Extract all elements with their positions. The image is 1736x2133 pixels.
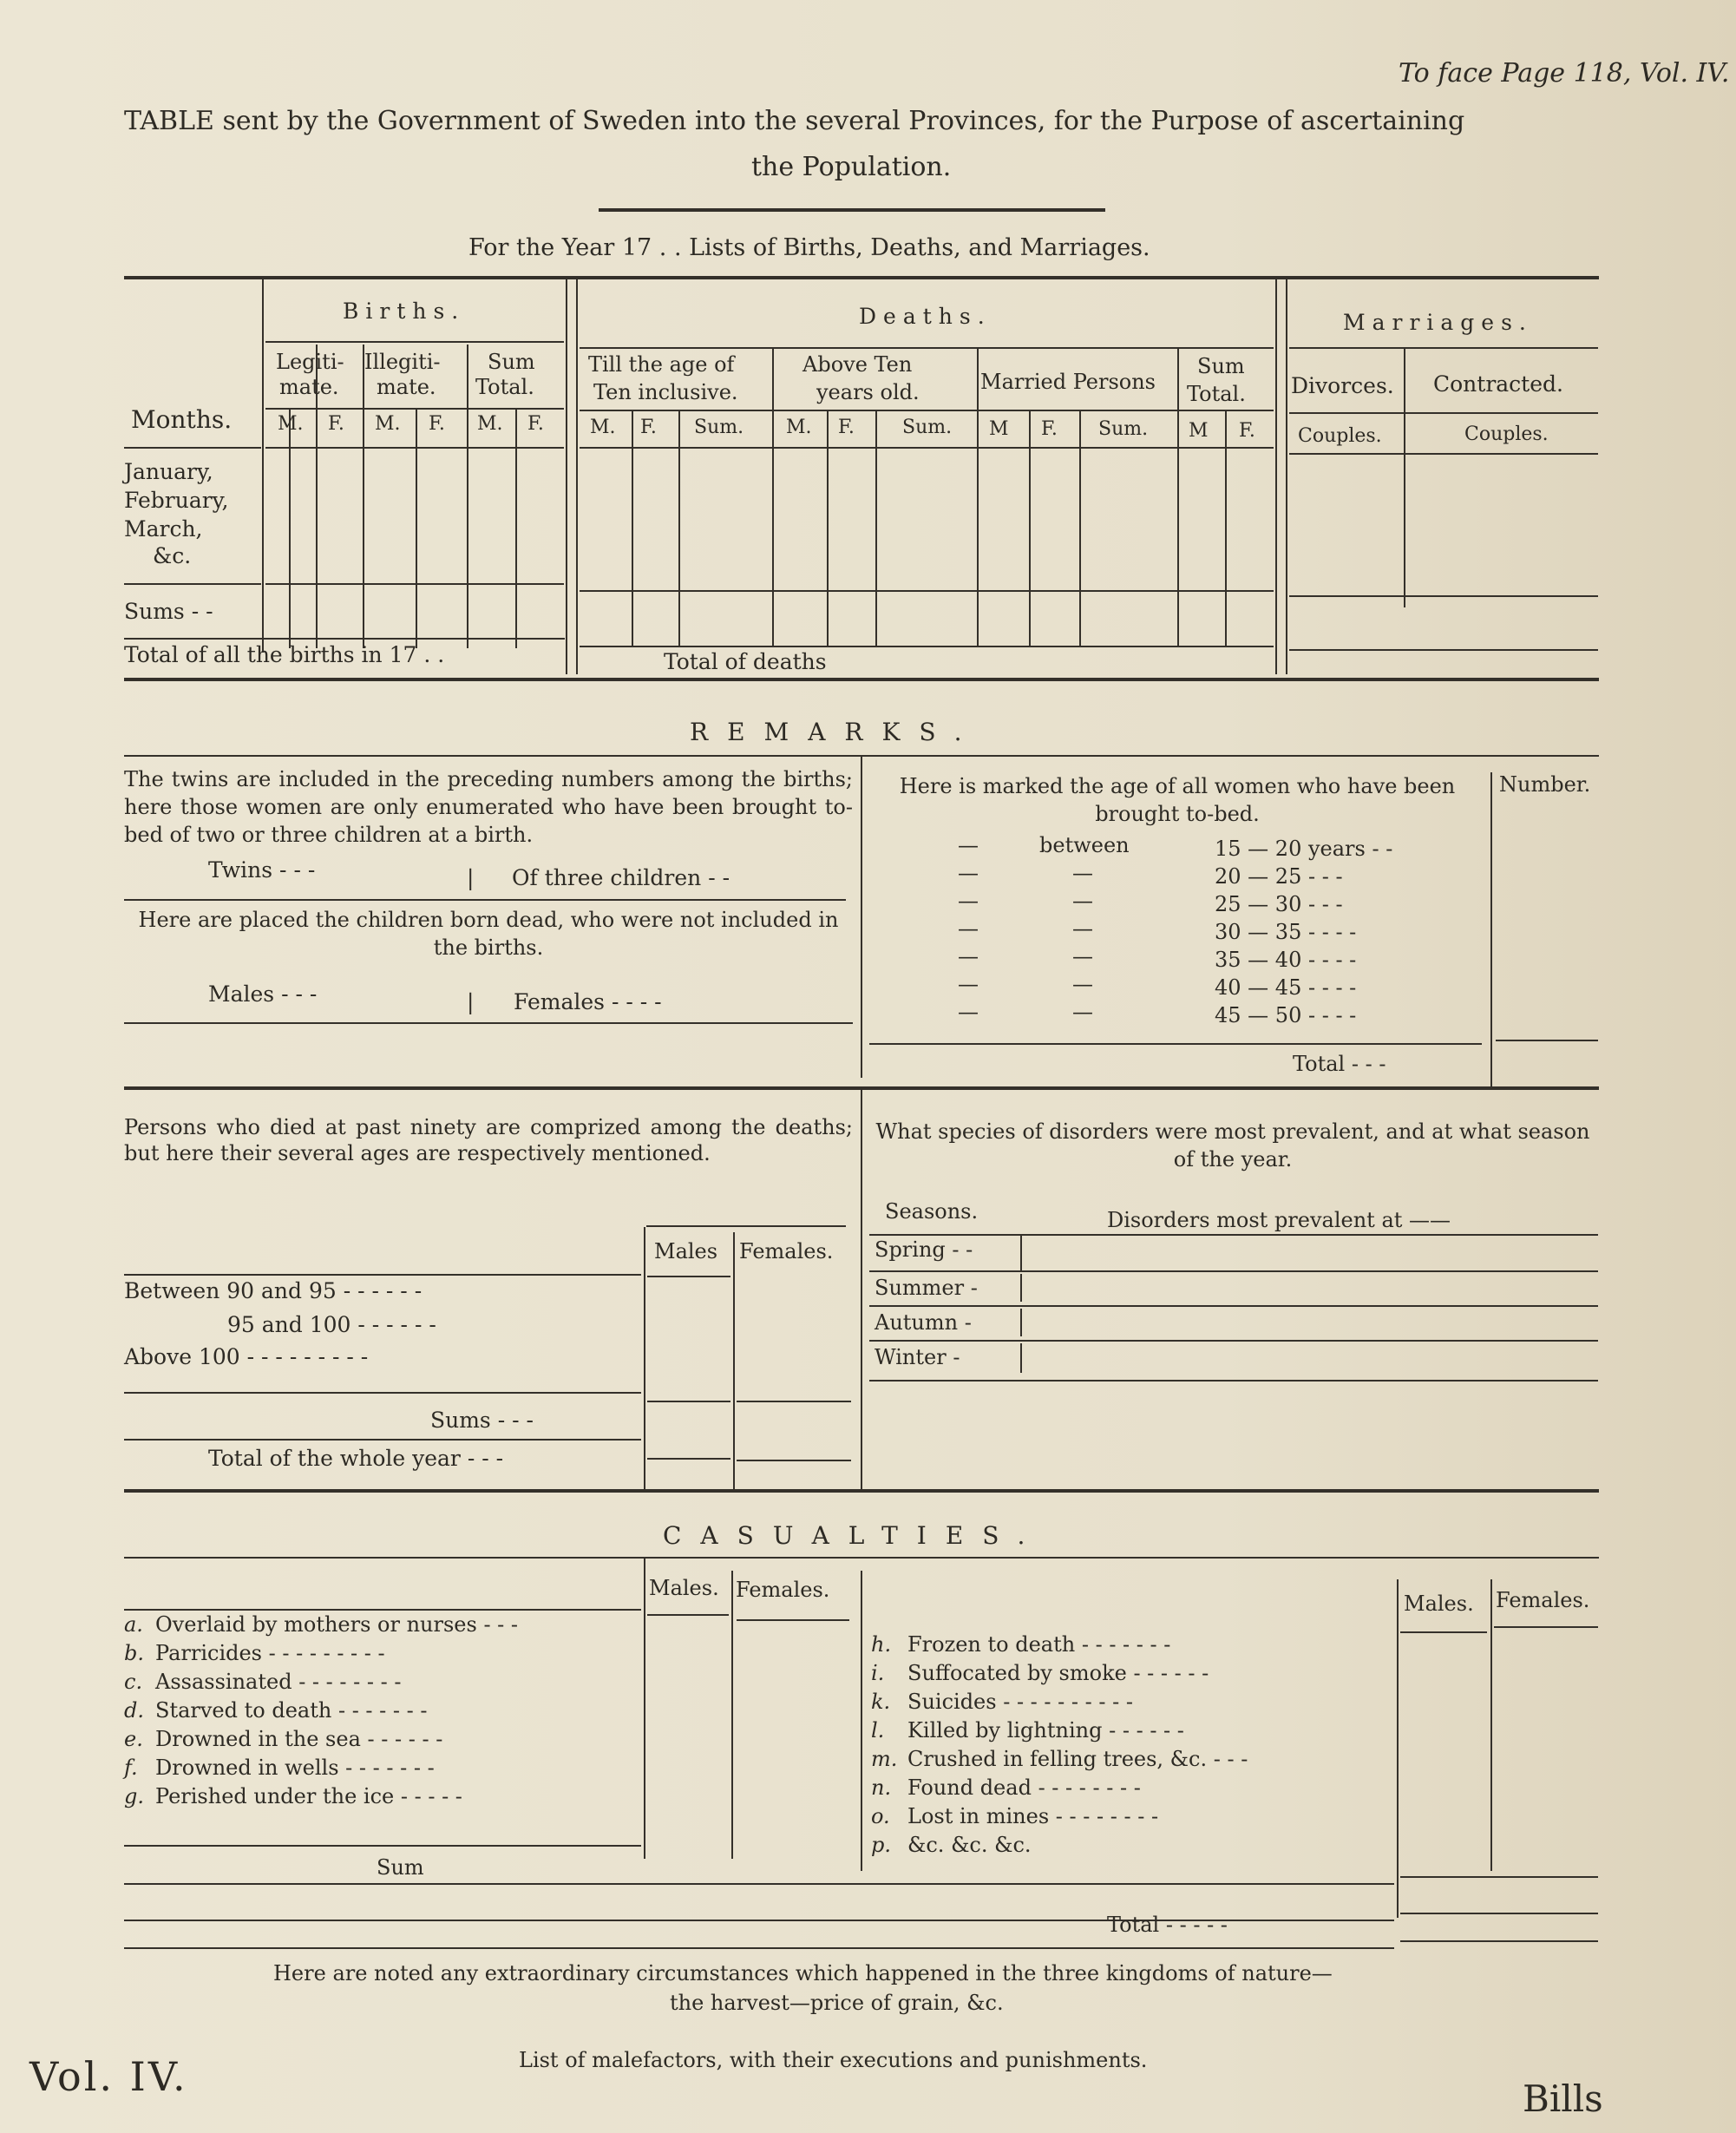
seasons-header: Seasons.	[885, 1199, 979, 1224]
ninety-females-header: Females.	[739, 1239, 834, 1263]
col-female: F.	[527, 413, 544, 435]
volume-mark: Vol. IV.	[29, 2053, 188, 2100]
casualty-letter: o.	[871, 1804, 890, 1828]
marriages-heading: Marriages.	[1343, 310, 1533, 335]
ninety-males-header: Males	[654, 1239, 718, 1263]
ages-total: Total - - -	[1293, 1052, 1386, 1076]
casualty-letter: b.	[124, 1641, 144, 1665]
year-subtitle: For the Year 17 . . Lists of Births, Deaths, and Marriages.	[468, 234, 1150, 261]
stillborn-females: Females - - - -	[514, 989, 662, 1014]
month-item: March,	[124, 516, 203, 541]
malefactors-note: List of malefactors, with their executions and punishments.	[519, 2048, 1148, 2072]
casualty-item: Perished under the ice - - - - -	[155, 1784, 462, 1808]
casualty-item: Killed by lightning - - - - - -	[907, 1718, 1184, 1742]
col-sum: Sum.	[902, 417, 953, 438]
mother-ages-note: Here is marked the age of all women who have been brought to-bed.	[899, 774, 1456, 826]
season-row: Autumn -	[875, 1310, 972, 1335]
casualty-letter: g.	[124, 1784, 144, 1808]
col-female: F.	[1239, 420, 1255, 442]
age-row: Between 90 and 95 - - - - - -	[124, 1278, 423, 1303]
casualties-sum: Sum	[377, 1855, 424, 1880]
ninety-total: Total of the whole year - - -	[208, 1446, 504, 1471]
twins-label: Twins - - -	[208, 857, 316, 883]
casualties-heading: CASUALTIES.	[663, 1521, 1045, 1550]
casualty-item: Assassinated - - - - - - - -	[155, 1670, 402, 1694]
casualty-item: Suffocated by smoke - - - - - -	[907, 1661, 1209, 1685]
casualty-letter: e.	[124, 1727, 143, 1751]
deaths-sum-header: Sum	[1197, 354, 1245, 378]
month-item: January,	[124, 459, 213, 484]
stillborn-males: Males - - -	[208, 981, 318, 1007]
sums-label: Sums - -	[124, 599, 213, 624]
extraordinary-note-continued: the harvest—price of grain, &c.	[670, 1991, 1004, 2015]
table-top-rule	[124, 276, 1599, 279]
col-male: M	[1189, 420, 1209, 442]
disorders-header: Disorders most prevalent at ——	[1107, 1208, 1451, 1232]
casualties-females-right: Females.	[1496, 1588, 1590, 1612]
casualty-item: &c. &c. &c.	[907, 1833, 1032, 1857]
col-female: F.	[328, 413, 344, 435]
col-male: M.	[786, 417, 812, 438]
age-range: 35 — 40 - - - -	[1215, 948, 1357, 972]
casualty-letter: i.	[871, 1661, 885, 1685]
casualty-letter: m.	[871, 1747, 898, 1771]
remarks-heading: REMARKS.	[690, 718, 981, 746]
casualties-males-right: Males.	[1404, 1592, 1474, 1616]
casualty-letter: l.	[871, 1718, 885, 1742]
col-sum: Sum.	[1098, 418, 1149, 440]
casualty-letter: c.	[124, 1670, 143, 1694]
col-male: M.	[590, 417, 616, 438]
age-range: 45 — 50 - - - -	[1215, 1003, 1357, 1027]
casualties-total: Total - - - - -	[1107, 1913, 1228, 1937]
deaths-child-header: Ten inclusive.	[593, 380, 738, 404]
deaths-total: Total of deaths	[664, 649, 827, 674]
casualties-males-left: Males.	[649, 1576, 719, 1600]
col-male: M.	[477, 413, 503, 435]
legitimate-header: mate.	[279, 375, 339, 399]
illegitimate-header: mate.	[377, 375, 436, 399]
document-title: TABLE sent by the Government of Sweden into the several Provinces, for the Purpose of ascertaining	[124, 106, 1465, 136]
months-label: Months.	[131, 405, 233, 434]
casualties-females-left: Females.	[736, 1578, 830, 1602]
contracted-header: Contracted.	[1433, 371, 1563, 397]
age-row: 95 and 100 - - - - - -	[227, 1312, 436, 1337]
illegitimate-header: Illegiti-	[364, 350, 441, 374]
age-row: Above 100 - - - - - - - - -	[124, 1344, 369, 1369]
age-range: 40 — 45 - - - -	[1215, 975, 1357, 1000]
table-bottom-rule	[124, 678, 1599, 681]
three-children-label: Of three children - -	[512, 865, 730, 890]
col-male: M	[989, 418, 1009, 440]
deaths-adult-header: Above Ten	[802, 352, 913, 377]
title-rule	[599, 208, 1105, 212]
casualty-item: Crushed in felling trees, &c. - - -	[907, 1747, 1248, 1771]
col-female: F.	[429, 413, 445, 435]
col-male: M.	[375, 413, 401, 435]
number-header: Number.	[1499, 772, 1591, 797]
casualty-item: Drowned in wells - - - - - - -	[155, 1756, 435, 1780]
casualty-item: Found dead - - - - - - - -	[907, 1775, 1141, 1800]
casualty-item: Frozen to death - - - - - - -	[907, 1632, 1171, 1657]
age-range: 25 — 30 - - -	[1215, 892, 1343, 916]
casualty-item: Suicides - - - - - - - - - -	[907, 1690, 1133, 1714]
deaths-adult-header: years old.	[816, 380, 920, 404]
page-reference: To face Page 118, Vol. IV.	[1399, 58, 1730, 89]
divorces-header: Divorces.	[1291, 373, 1394, 398]
col-female: F.	[838, 417, 855, 438]
casualty-letter: h.	[871, 1632, 892, 1657]
age-range: 15 — 20 years - -	[1215, 837, 1393, 861]
deaths-married-header: Married Persons	[980, 370, 1156, 394]
disorders-note: What species of disorders were most prevalent, and at what season of the year.	[875, 1119, 1590, 1172]
births-heading: Births.	[343, 299, 466, 324]
col-male: M.	[278, 413, 304, 435]
month-item: &c.	[153, 543, 192, 568]
ninety-sums: Sums - - -	[430, 1408, 534, 1433]
season-row: Winter -	[875, 1345, 960, 1369]
deaths-heading: Deaths.	[859, 304, 992, 329]
casualty-letter: p.	[871, 1833, 891, 1857]
casualty-item: Drowned in the sea - - - - - -	[155, 1727, 443, 1751]
casualty-item: Starved to death - - - - - - -	[155, 1698, 428, 1723]
field-separator: |	[467, 865, 475, 890]
births-sum-header: Sum	[488, 350, 535, 374]
contracted-couples: Couples.	[1464, 423, 1549, 445]
season-row: Summer -	[875, 1276, 978, 1300]
catchword: Bills	[1523, 2077, 1603, 2120]
extraordinary-note: Here are noted any extraordinary circumstances which happened in the three kingdoms of nature—	[273, 1961, 1333, 1985]
legitimate-header: Legiti-	[276, 350, 344, 374]
document-title-continued: the Population.	[751, 152, 952, 182]
age-range: 20 — 25 - - -	[1215, 864, 1343, 889]
document-page: To face Page 118, Vol. IV. TABLE sent by the Government of Sweden into the several Provinces, for the Purpose of ascertaining the Population. For the Year 17 . . Lists of Births, Deaths, and Marriages. Births. Deaths. Marriages. Months. January, February, March, &c. Sums - - Legiti- mate. Illegiti- mate. Sum Total. M. F. M. F. M. F. Till the age of Ten inclusive. Above Ten years old. Married Persons Sum Total. M. F. Sum. M. F. Sum. M F. Sum. M F. Divorces. Contracted. Couples. Couples. Total of all the births in 17 . . Total of deaths REMARKS. The twins are included in the preceding numbers among the births; here those women are only enumerated who have been brought to-bed of two or three children at a birth. Twins - - - | Of three children - - Here are placed the children born dead, who were not included in the births. Males - - - | Females - - - - Here is marked the age of all women who have been brought to-bed. Number. between — — — — — — — — — — — — — 15 — 20 years - - 20 — 25 - - - 25 — 30 - - - 30 — 35 - - - - 35 — 40 - - - - 40 — 45 - - - - 45 — 50 - - - - Total - - - Persons who died at past ninety are comprized among the deaths; but here their several ages are respectively mentioned. Males Females. Between 90 and 95 - - - - - - 95 and 100 - - - - - - Above 100 - - - - - - - - - Sums - - - Total of the whole year - - - What species of disorders were most prevalent, and at what season of the year. Seasons. Disorders most prevalent at —— Spring - - Summer - Autumn - Winter - CASUALTIES. Males. Females. Males. Females. a. Overlaid by mothers or nurses - - - b. Parricides - - - - - - - - - c. Assassinated - - - - - - - - d. Starved to death - - - - - - - e. Drowned in the sea - - - - - - f. Drowned in wells - - - - - - - g. Perished under the ice - - - - - h. Frozen to death - - - - - - - i. Suffocated by smoke - - - - - - k. Suicides - - - - - - - - - - l. Killed by lightning - - - - - - m. Crushed in felling trees, &c. - - - n. Found dead - - - - - - - - o. Lost in mines - - - - - - - - p. &c. &c. &c. Sum Total - - - - - Here are noted any extraordinary circumstances which happened in the three kingdoms of nature— the harvest—price of grain, &c. List of malefactors, with their executions and punishments. Vol. IV. Bills	[0, 0, 1736, 2133]
month-item: February,	[124, 488, 229, 513]
deaths-child-header: Till the age of	[588, 352, 735, 377]
col-sum: Sum.	[694, 417, 744, 438]
casualty-item: Lost in mines - - - - - - - -	[907, 1804, 1159, 1828]
casualty-letter: n.	[871, 1775, 892, 1800]
births-total: Total of all the births in 17 . .	[124, 642, 445, 667]
stillborn-note: Here are placed the children born dead, who were not included in the births.	[138, 908, 839, 960]
twins-note: The twins are included in the preceding numbers among the births; here those women are only enumerated who have been brought to-bed of two or three children at a birth.	[124, 767, 853, 847]
births-sum-header: Total.	[475, 375, 534, 399]
between-label: between	[1039, 833, 1130, 857]
casualty-letter: d.	[124, 1698, 144, 1723]
col-female: F.	[1041, 418, 1058, 440]
divorces-couples: Couples.	[1298, 425, 1382, 447]
season-row: Spring - -	[875, 1237, 973, 1262]
nonagenarian-note: Persons who died at past ninety are comprized among the deaths; but here their several ages are respectively mentioned.	[124, 1115, 853, 1165]
col-female: F.	[640, 417, 657, 438]
age-range: 30 — 35 - - - -	[1215, 920, 1357, 944]
field-separator: |	[467, 989, 475, 1014]
deaths-sum-header: Total.	[1187, 382, 1246, 406]
casualty-letter: f.	[124, 1756, 138, 1780]
casualty-letter: a.	[124, 1612, 143, 1637]
casualty-item: Overlaid by mothers or nurses - - -	[155, 1612, 519, 1637]
casualty-letter: k.	[871, 1690, 891, 1714]
casualty-item: Parricides - - - - - - - - -	[155, 1641, 385, 1665]
